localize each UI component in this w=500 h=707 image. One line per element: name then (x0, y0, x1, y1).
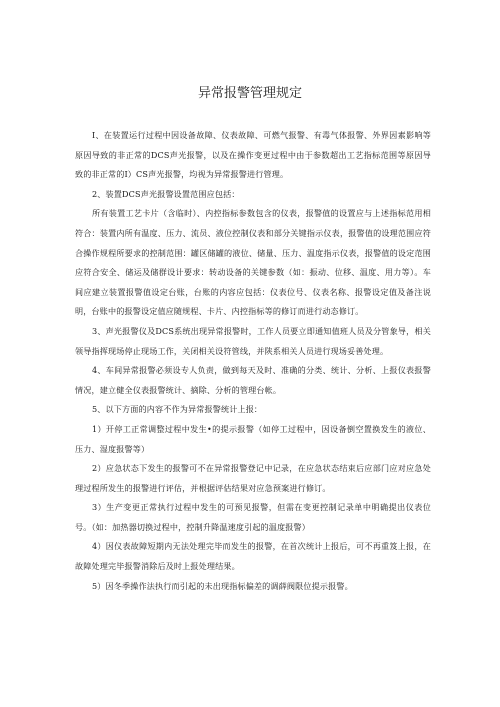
document-title: 异常报警管理规定 (197, 86, 302, 101)
paragraph-7: 1）开停工正常调整过程中发生•的提示报警（如停工过程中，因设备倒空置换发生的液位、压力、湿度报警等） (75, 423, 431, 454)
paragraph-10: 4）因仪表故障短期内无法处理完毕而发生的报警，在首次统计上报后，可不再重笈上报，在故障处理完毕报警消除后及时上报处理结果。 (75, 541, 431, 572)
paragraph-4: 3、声光报警仪及DCS系统出现异常报警时，工作人员要立即通知值班人员及分管象导，相关领导指挥现场停止现场工作，关闭相关设符管线，并陕系相关人员进行现场妥善处理。 (75, 325, 431, 356)
paragraph-2: 2、装置DCS声光报警设置范围应包括： (92, 188, 240, 199)
paragraph-1: I、在装置运行过程中因设备故障、仪表故障、可燃气报警、有毒气体报警、外界因素影响等原因导致的非正常的DCS声光报警，以及在操作变更过程中由于参数超出工艺指标范围等原因导致的非正常的I）CS声光报警，均视为异常报警进行管理。 (75, 130, 431, 180)
document-body (75, 126, 431, 596)
paragraph-9: 3）生产变更正常执行过程中发生的可预见报警，但需在变更控制记录单中明确提出仪表位号。（如：加热器切换过程中，控制升降温速度引起的温度报警） (75, 502, 431, 532)
paragraph-5: 4、车间异常报警必须设专人负责，做到每天及时、准确的分类、统计、分析、上报仪表报警情况，建立健全仪表报警统计、摘除、分析的管理台帐。 (75, 365, 431, 395)
paragraph-8: 2）应急状态下发生的报警可不在异常报警登记中记录，在应急状态结束后应部门应对应急处理过程所发生的报警进行评估，并根据评估结果对应急预案进行修订。 (75, 463, 431, 493)
paragraph-6: 5、以下方面的内容不作为异常报警统计上报： (92, 404, 263, 415)
paragraph-3: 所有装置工艺卡片（含临时）、内控指标参数包含的仪表，报警值的设置应与上述指标范用相符合：装置内所有温度、压力、流员、液位控制仪表和部分关键指示仪表，报警值的设理范围应符合操作规程所要求的控制范围：罐区储罐的液位、储量、压力、温度指示仪表，报警值的设定范围应符合安全、储运及储群设计要求：转动设备的关键参数（如：振动、位移、温度、用力等）。车间应建立装置报警值设定台账，台账的内容应包括：仪表位号、仪表名称、报警设定值及备注说明，台账中的报警设定值应随规程、卡片、内控指标等的修订而进行动态修订。 (75, 208, 431, 317)
paragraph-11: 5）因冬季操作法执行而引起的未出现指标偏差的调薛阀限位提示报警。 (92, 580, 353, 591)
